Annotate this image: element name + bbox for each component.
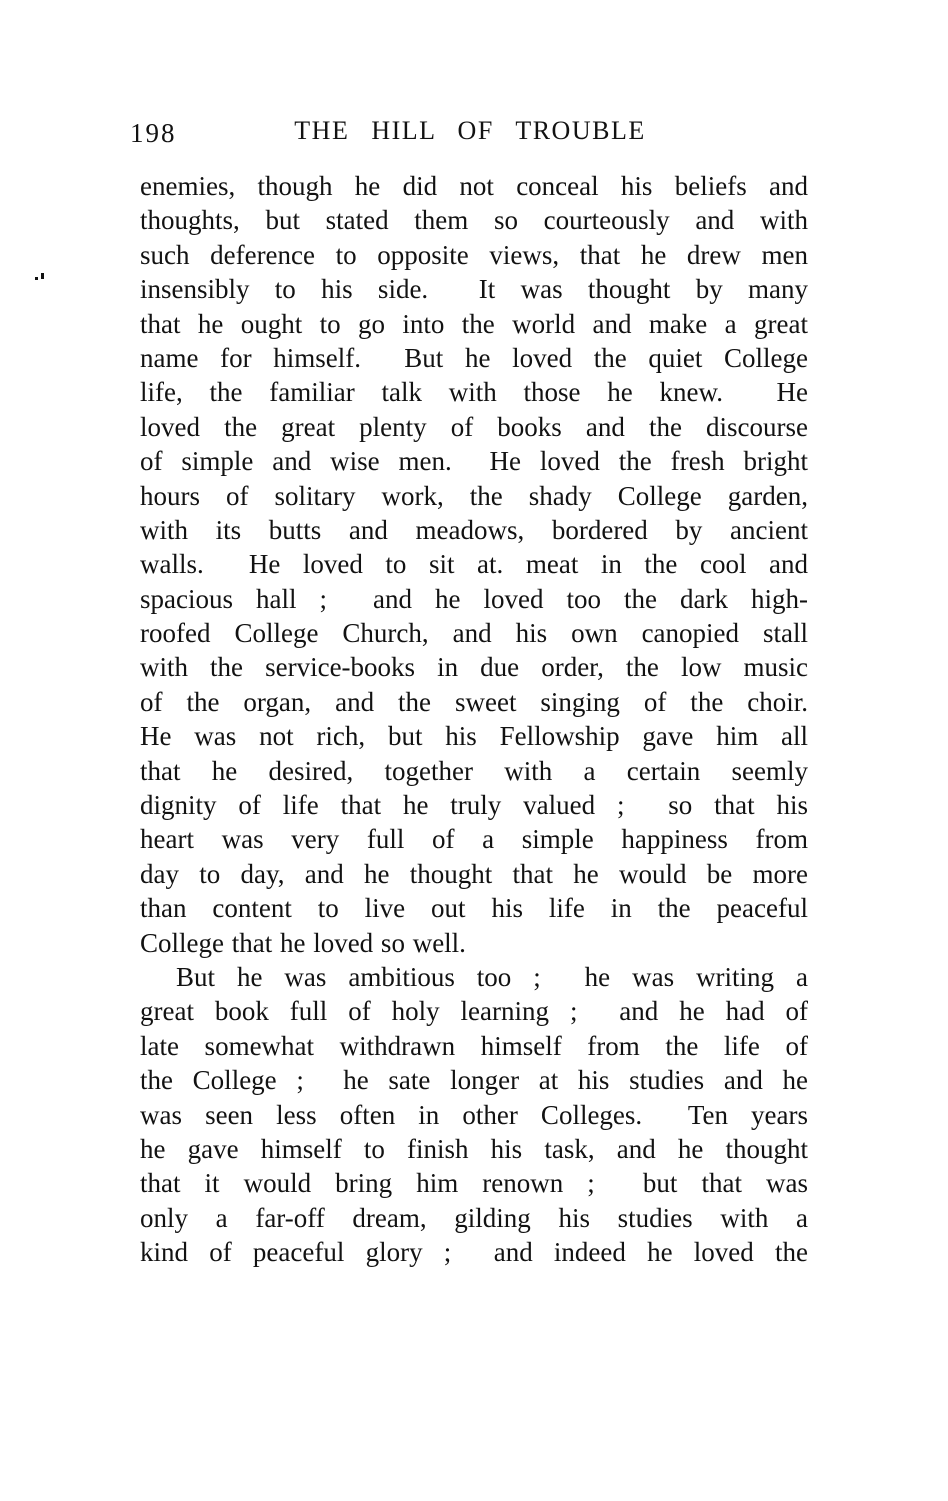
text-line: with the service-books in due order, the low music [140, 652, 808, 683]
text-line: roofed College Church, and his own canopied stall [140, 618, 808, 649]
text-line: of simple and wise men. He loved the fresh bright [140, 446, 808, 477]
text-line: with its butts and meadows, bordered by ancient [140, 514, 808, 545]
text-line: heart was very full of a simple happiness from [140, 824, 808, 855]
text-block [140, 169, 808, 1270]
text-line: insensibly to his side. It was thought by many [140, 274, 808, 305]
running-head [130, 116, 810, 152]
text-line: late somewhat withdrawn himself from the life of [140, 1030, 808, 1061]
text-line: day to day, and he thought that he would be more [140, 858, 808, 889]
text-line: that he ought to go into the world and make a great [140, 308, 808, 339]
running-title: THE HILL OF TROUBLE [294, 116, 646, 145]
text-line: than content to live out his life in the peaceful [140, 893, 808, 924]
text-line: thoughts, but stated them so courteously and with [140, 205, 808, 236]
text-line: spacious hall ; and he loved too the dark high- [140, 583, 808, 614]
text-line: walls. He loved to sit at. meat in the cool and [140, 549, 808, 580]
ink-speck-artifact [35, 277, 38, 280]
text-line: such deference to opposite views, that he drew men [140, 239, 808, 270]
text-line: that it would bring him renown ; but that was [140, 1168, 808, 1199]
text-line: was seen less often in other Colleges. Ten years [140, 1099, 808, 1130]
text-line: dignity of life that he truly valued ; so that his [140, 790, 808, 821]
text-line: he gave himself to finish his task, and he thought [140, 1133, 808, 1164]
text-line: the College ; he sate longer at his studies and he [140, 1065, 808, 1096]
text-line: great book full of holy learning ; and he had of [140, 996, 808, 1027]
text-line: enemies, though he did not conceal his beliefs and [140, 171, 808, 201]
text-line: loved the great plenty of books and the discourse [140, 411, 808, 442]
text-line: of the organ, and the sweet singing of the choir. [140, 686, 808, 717]
text-line: hours of solitary work, the shady College garden, [140, 480, 808, 511]
text-line: But he was ambitious too ; he was writing a [176, 961, 808, 992]
text-line: College that he loved so well. [140, 927, 466, 958]
text-line: life, the familiar talk with those he knew. He [140, 377, 808, 408]
page-number: 198 [130, 118, 177, 148]
text-line: that he desired, together with a certain seemly [140, 755, 808, 786]
text-line: kind of peaceful glory ; and indeed he loved the [140, 1237, 808, 1268]
text-line: He was not rich, but his Fellowship gave him all [140, 721, 808, 752]
text-line: name for himself. But he loved the quiet College [140, 342, 808, 373]
text-line: only a far-off dream, gilding his studies with a [140, 1202, 808, 1233]
